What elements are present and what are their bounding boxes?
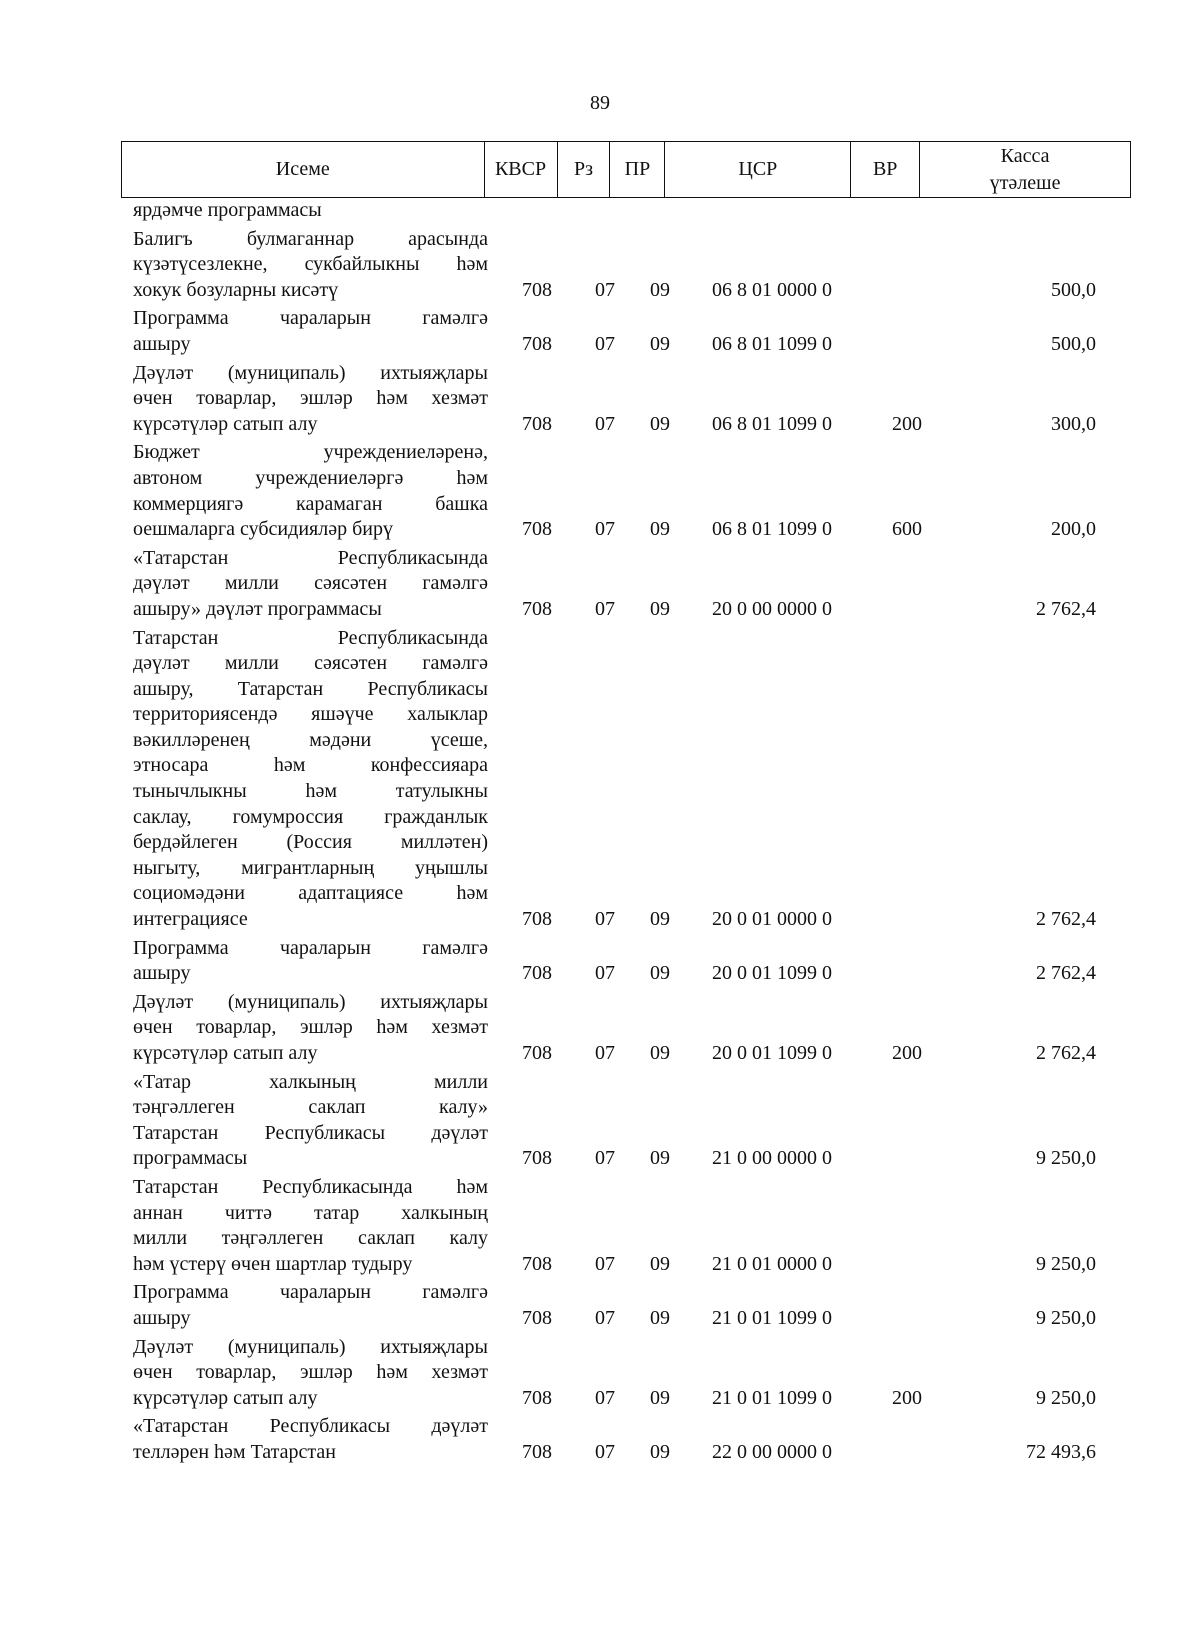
row-name-line: бердәйлеген (Россия милләтен) (133, 831, 488, 854)
row-name-line: Дәүләт (муниципаль) ихтыяҗлары (133, 361, 488, 384)
row-name (133, 1175, 488, 1277)
row-name-line: вәкилләренең мәдәни үсеше, (133, 728, 488, 751)
row-name (133, 990, 488, 1067)
row-name (133, 1070, 488, 1172)
row-name-line: күрсәтүләр сатып алу (133, 1042, 318, 1064)
cell-sum: 500,0 (1051, 332, 1096, 355)
row-name (133, 440, 488, 542)
row-name-line: Татарстан Республикасы дәүләт (133, 1121, 488, 1144)
row-name-line: һәм үстерү өчен шартлар тудыру (133, 1252, 413, 1275)
cell-sum: 2 762,4 (1036, 962, 1096, 985)
cell-csr: 20 0 01 1099 0 (712, 962, 832, 985)
cell-sum: 9 250,0 (1036, 1306, 1096, 1329)
row-name-line: дәүләт милли сәясәтен гамәлгә (133, 572, 488, 595)
cell-kvsr: 708 (522, 518, 552, 541)
cell-sum: 300,0 (1051, 412, 1096, 435)
row-name-line: ашыру (133, 1306, 191, 1329)
cell-rz: 07 (595, 332, 615, 355)
cell-kvsr: 708 (522, 1440, 552, 1463)
cell-csr: 20 0 00 0000 0 (712, 597, 832, 620)
row-name-line: Дәүләт (муниципаль) ихтыяҗлары (133, 990, 488, 1013)
row-name-line: өчен товарлар, эшләр һәм хезмәт (133, 1361, 488, 1384)
cell-sum: 200,0 (1051, 518, 1096, 541)
row-name-line: Балигъ булмаганнар арасында (133, 227, 488, 250)
header-kvsr: КВСР (484, 142, 557, 198)
cell-rz: 07 (595, 1440, 615, 1463)
row-name-line: күрсәтүләр сатып алу (133, 412, 318, 435)
cell-pr: 09 (650, 1042, 670, 1064)
cell-pr: 09 (650, 1386, 670, 1409)
row-name-line: «Татарстан Республикасы дәүләт (133, 1415, 488, 1438)
row-name (133, 1335, 488, 1412)
cell-vr: 200 (892, 1386, 922, 1409)
cell-csr: 20 0 01 0000 0 (712, 908, 832, 931)
table-row (0, 361, 1200, 438)
table-row (0, 546, 1200, 623)
cell-rz: 07 (595, 597, 615, 620)
row-name-line: интеграциясе (133, 908, 248, 931)
cell-csr: 21 0 00 0000 0 (712, 1147, 832, 1170)
row-name-line: оешмаларга субсидияләр бирү (133, 518, 393, 541)
row-name-line: күрсәтүләр сатып алу (133, 1386, 318, 1409)
cell-csr: 21 0 01 1099 0 (712, 1306, 832, 1329)
table-row (0, 1414, 1200, 1465)
cell-kvsr: 708 (522, 1042, 552, 1064)
cell-sum: 72 493,6 (1026, 1440, 1096, 1463)
table-row (0, 1280, 1200, 1331)
header-sum-line1: Касса (1000, 144, 1050, 167)
table-row (0, 1070, 1200, 1172)
row-name (133, 936, 488, 987)
row-name-line: милли тәңгәллеген саклап калу (133, 1227, 488, 1250)
cell-sum: 9 250,0 (1036, 1386, 1096, 1409)
cell-pr: 09 (650, 1440, 670, 1463)
row-name-line: ярдәмче программасы (133, 199, 322, 221)
table-row (0, 198, 1200, 224)
row-name-line: телләрен һәм Татарстан (133, 1440, 336, 1463)
cell-kvsr: 708 (522, 908, 552, 931)
cell-pr: 09 (650, 1147, 670, 1170)
table-row (0, 306, 1200, 357)
row-name-line: өчен товарлар, эшләр һәм хезмәт (133, 387, 488, 410)
cell-pr: 09 (650, 597, 670, 620)
cell-sum: 500,0 (1051, 278, 1096, 301)
row-name-line: коммерциягә карамаган башка (133, 492, 488, 515)
row-name (133, 361, 488, 438)
cell-pr: 09 (650, 962, 670, 985)
header-vr: ВР (851, 142, 920, 198)
row-name-line: өчен товарлар, эшләр һәм хезмәт (133, 1016, 488, 1039)
cell-sum: 2 762,4 (1036, 1042, 1096, 1064)
row-name-line: күзәтүсезлекне, сукбайлыкны һәм (133, 253, 488, 276)
cell-kvsr: 708 (522, 597, 552, 620)
row-name-line: Программа чараларын гамәлгә (133, 307, 488, 330)
cell-kvsr: 708 (522, 1386, 552, 1409)
header-csr: ЦСР (665, 142, 851, 198)
cell-pr: 09 (650, 518, 670, 541)
row-name-line: Программа чараларын гамәлгә (133, 1281, 488, 1304)
cell-vr: 200 (892, 1042, 922, 1064)
row-name-line: программасы (133, 1147, 248, 1170)
row-name (133, 626, 488, 933)
cell-pr: 09 (650, 278, 670, 301)
row-name-line: социомәдәни адаптациясе һәм (133, 882, 488, 905)
row-name-line: автоном учреждениеләргә һәм (133, 466, 488, 489)
row-name-line: этносара һәм конфессияара (133, 754, 488, 777)
row-name-line: тәңгәллеген саклап калу» (133, 1096, 488, 1119)
cell-sum: 9 250,0 (1036, 1252, 1096, 1275)
page-number: 89 (590, 92, 610, 114)
header-name: Исеме (122, 142, 485, 198)
cell-csr: 06 8 01 1099 0 (712, 518, 832, 541)
cell-kvsr: 708 (522, 332, 552, 355)
row-name-line: ныгыту, мигрантларның уңышлы (133, 856, 488, 879)
header-rz: Рз (557, 142, 610, 198)
cell-sum: 2 762,4 (1036, 597, 1096, 620)
cell-rz: 07 (595, 278, 615, 301)
table-body (0, 198, 1200, 1469)
table-row (0, 227, 1200, 304)
cell-rz: 07 (595, 1252, 615, 1275)
cell-vr: 600 (892, 518, 922, 541)
cell-rz: 07 (595, 1147, 615, 1170)
cell-kvsr: 708 (522, 1147, 552, 1170)
table-row (0, 440, 1200, 542)
row-name-line: «Татар халкының милли (133, 1070, 488, 1093)
row-name-line: ашыру» дәүләт программасы (133, 597, 382, 620)
cell-kvsr: 708 (522, 278, 552, 301)
cell-csr: 06 8 01 0000 0 (712, 278, 832, 301)
cell-kvsr: 708 (522, 412, 552, 435)
row-name-line: Татарстан Республикасында һәм (133, 1175, 488, 1198)
row-name (133, 546, 488, 623)
cell-pr: 09 (650, 332, 670, 355)
row-name-line: ашыру (133, 962, 191, 985)
cell-rz: 07 (595, 1386, 615, 1409)
row-name (133, 198, 488, 224)
table-row (0, 990, 1200, 1067)
row-name (133, 306, 488, 357)
row-name-line: Бюджет учреждениеләренә, (133, 441, 488, 464)
cell-pr: 09 (650, 908, 670, 931)
table-header (121, 141, 1131, 198)
cell-pr: 09 (650, 1306, 670, 1329)
cell-rz: 07 (595, 1306, 615, 1329)
cell-pr: 09 (650, 412, 670, 435)
row-name (133, 1414, 488, 1465)
row-name-line: ашыру, Татарстан Республикасы (133, 677, 488, 700)
cell-rz: 07 (595, 908, 615, 931)
row-name-line: саклау, гомумроссия гражданлык (133, 805, 488, 828)
cell-csr: 21 0 01 1099 0 (712, 1386, 832, 1409)
row-name-line: аннан читтә татар халкының (133, 1201, 488, 1224)
cell-csr: 20 0 01 1099 0 (712, 1042, 832, 1064)
cell-kvsr: 708 (522, 1306, 552, 1329)
cell-rz: 07 (595, 962, 615, 985)
row-name-line: дәүләт милли сәясәтен гамәлгә (133, 652, 488, 675)
cell-rz: 07 (595, 518, 615, 541)
cell-sum: 2 762,4 (1036, 908, 1096, 931)
row-name-line: Татарстан Республикасында (133, 626, 488, 649)
row-name-line: Программа чараларын гамәлгә (133, 936, 488, 959)
row-name-line: «Татарстан Республикасында (133, 546, 488, 569)
row-name-line: тынычлыкны һәм татулыкны (133, 780, 488, 803)
cell-csr: 22 0 00 0000 0 (712, 1440, 832, 1463)
cell-csr: 21 0 01 0000 0 (712, 1252, 832, 1275)
row-name (133, 227, 488, 304)
cell-vr: 200 (892, 412, 922, 435)
cell-csr: 06 8 01 1099 0 (712, 332, 832, 355)
cell-kvsr: 708 (522, 962, 552, 985)
cell-csr: 06 8 01 1099 0 (712, 412, 832, 435)
cell-kvsr: 708 (522, 1252, 552, 1275)
row-name-line: территориясендә яшәүче халыклар (133, 703, 488, 726)
cell-pr: 09 (650, 1252, 670, 1275)
table-row (0, 936, 1200, 987)
cell-rz: 07 (595, 1042, 615, 1064)
row-name (133, 1280, 488, 1331)
header-pr: ПР (610, 142, 665, 198)
cell-rz: 07 (595, 412, 615, 435)
row-name-line: хокук бозуларны кисәтү (133, 278, 339, 301)
cell-sum: 9 250,0 (1036, 1147, 1096, 1170)
table-row (0, 1335, 1200, 1412)
table-row (0, 626, 1200, 933)
header-sum (920, 142, 1131, 198)
row-name-line: Дәүләт (муниципаль) ихтыяҗлары (133, 1335, 488, 1358)
header-sum-line2: үтәлеше (989, 171, 1061, 194)
table-row (0, 1175, 1200, 1277)
row-name-line: ашыру (133, 332, 191, 355)
